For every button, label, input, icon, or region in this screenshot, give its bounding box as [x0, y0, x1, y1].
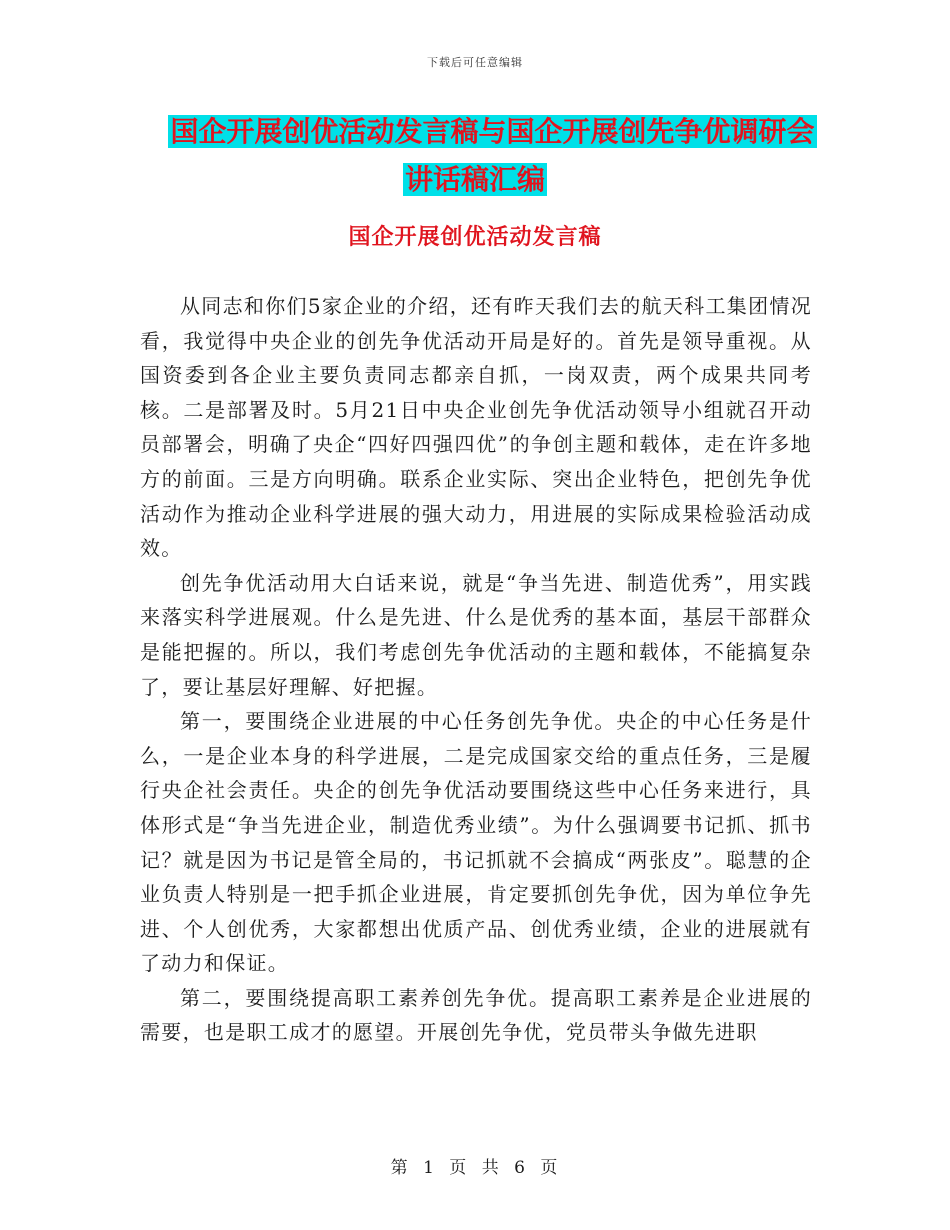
section-title: 国企开展创优活动发言稿: [348, 225, 602, 250]
document-title-line2: 讲话稿汇编: [404, 163, 545, 196]
page-footer: 第 1 页 共 6 页: [390, 1158, 560, 1178]
body-text: [140, 289, 812, 1050]
paragraph-2: 创先争优活动用大白话来说，就是“争当先进、制造优秀”，用实践来落实科学进展观。什么是先进、什么是优秀的基本面，基层干部群众是能把握的。所以，我们考虑创先争优活动的主题和载体，不能搞复杂了，要让基层好理解、好把握。: [140, 570, 812, 699]
paragraph-1: 从同志和你们5家企业的介绍，还有昨天我们去的航天科工集团情况看，我觉得中央企业的创先争优活动开局是好的。首先是领导重视。从国资委到各企业主要负责同志都亲自抓，一岗双责，两个成果共同考核。二是部署及时。5月21日中央企业创先争优活动领导小组就召开动员部署会，明确了央企“四好四强四优”的争创主题和载体，走在许多地方的前面。三是方向明确。联系企业实际、突出企业特色，把创先争优活动作为推动企业科学进展的强大动力，用进展的实际成果检验活动成效。: [140, 294, 812, 561]
paragraph-4: 第二，要围绕提高职工素养创先争优。提高职工素养是企业进展的需要，也是职工成才的愿望。开展创先争优，党员带头争做先进职: [140, 985, 812, 1045]
header-note: 下载后可任意编辑: [427, 56, 523, 69]
paragraph-3: 第一，要围绕企业进展的中心任务创先争优。央企的中心任务是什么，一是企业本身的科学进展，二是完成国家交给的重点任务，三是履行央企社会责任。央企的创先争优活动要围绕这些中心任务来进行，具体形式是“争当先进企业，制造优秀业绩”。为什么强调要书记抓、抓书记？就是因为书记是管全局的，书记抓就不会搞成“两张皮”。聪慧的企业负责人特别是一把手抓企业进展，肯定要抓创先争优，因为单位争先进、个人创优秀，大家都想出优质产品、创优秀业绩，企业的进展就有了动力和保证。: [140, 709, 812, 976]
document-title: [0, 108, 950, 204]
document-title-line1: 国企开展创优活动发言稿与国企开展创先争优调研会: [170, 115, 815, 148]
